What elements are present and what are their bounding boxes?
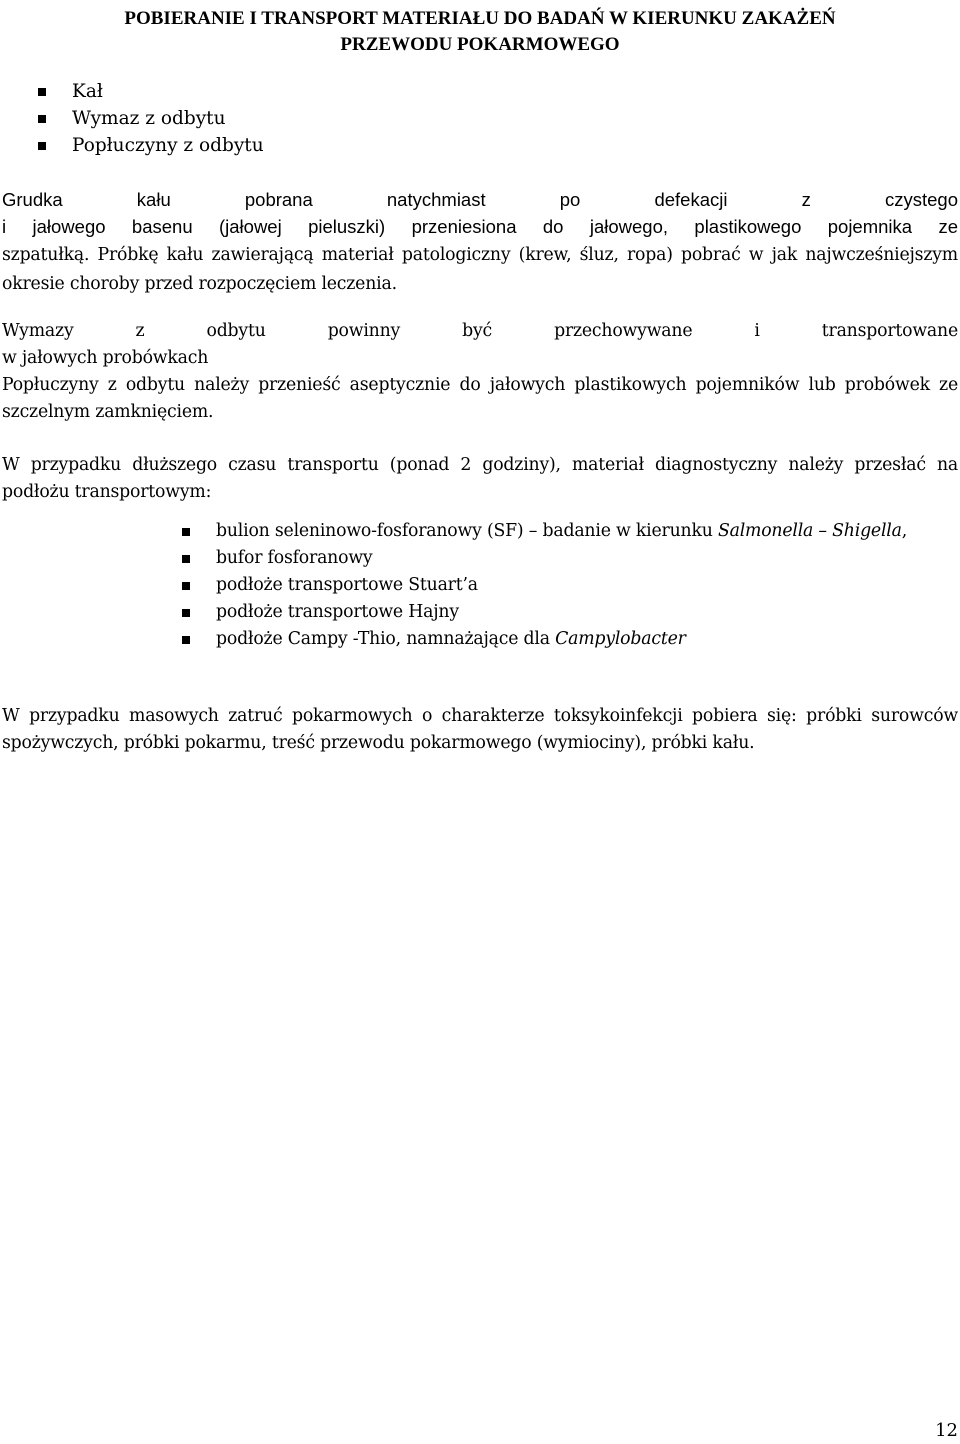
square-bullet-icon [38, 115, 46, 123]
paragraph-line: Wymazy z odbytu powinny być przechowywane i transportowane [2, 321, 958, 341]
paragraph-transport: W przypadku dłuższego czasu transportu (ponad 2 godziny), materiał diagnostyczny należy przesłać na podłożu transportowym: [2, 455, 958, 502]
square-bullet-icon [182, 582, 190, 590]
list-item [72, 132, 264, 159]
list-item-label: podłoże Campy -Thio, namnażające dla [216, 629, 556, 649]
paragraph-line: w jałowych probówkach [2, 348, 209, 368]
list-item-label: podłoże transportowe Hajny [216, 602, 459, 622]
list-item-label: Wymaz z odbytu [72, 108, 226, 129]
list-item-label: , [901, 521, 908, 541]
page-title-line-1: POBIERANIE I TRANSPORT MATERIAŁU DO BADAŃ W KIERUNKU ZAKAŻEŃ [124, 8, 836, 29]
italic-term: Campylobacter [555, 629, 686, 649]
square-bullet-icon [182, 555, 190, 563]
materials-list [72, 78, 264, 159]
italic-term: Shigella [832, 521, 902, 541]
paragraph-line: i jałowego basenu (jałowej pieluszki) przeniesiona do jałowego, plastikowego pojemnika ze [2, 216, 958, 237]
list-item [216, 626, 958, 653]
paragraph-line: Grudka kału pobrana natychmiast po defekacji z czystego [2, 189, 958, 210]
page-title [0, 6, 960, 58]
square-bullet-icon [182, 528, 190, 536]
paragraph-stool-sampling [2, 186, 958, 298]
list-item-label: podłoże transportowe Stuart’a [216, 575, 478, 595]
page-title-line-2: PRZEWODU POKARMOWEGO [340, 34, 620, 55]
list-item [216, 599, 958, 626]
square-bullet-icon [38, 142, 46, 150]
list-item [216, 572, 958, 599]
list-item-label: bufor fosforanowy [216, 548, 373, 568]
list-item-label: Popłuczyny z odbytu [72, 135, 264, 156]
square-bullet-icon [182, 636, 190, 644]
list-item [72, 78, 264, 105]
list-item [72, 105, 264, 132]
paragraph-food-poisoning: W przypadku masowych zatruć pokarmowych o charakterze toksykoinfekcji pobiera się: próbki surowców spożywczych, próbki pokarmu, treść przewodu pokarmowego (wymiociny), próbki kału. [2, 706, 958, 753]
list-item [216, 518, 958, 545]
list-item-label: – [813, 521, 833, 541]
list-item-label: bulion seleninowo-fosforanowy (SF) – badanie w kierunku [216, 521, 718, 541]
list-item [216, 545, 958, 572]
paragraph-text: Popłuczyny z odbytu należy przenieść aseptycznie do jałowych plastikowych pojemników lub probówek ze szczelnym zamknięciem. [2, 375, 958, 422]
paragraph-rectal-swabs [2, 318, 958, 426]
square-bullet-icon [182, 609, 190, 617]
list-item-label: Kał [72, 81, 103, 102]
page-number: 12 [935, 1420, 958, 1441]
italic-term: Salmonella [717, 521, 814, 541]
square-bullet-icon [38, 88, 46, 96]
transport-media-list [216, 518, 958, 653]
paragraph-text: szpatułką. Próbkę kału zawierającą materiał patologiczny (krew, śluz, ropa) pobrać w jak najwcześniejszym okresie choroby przed rozpoczęciem leczenia. [2, 245, 958, 294]
